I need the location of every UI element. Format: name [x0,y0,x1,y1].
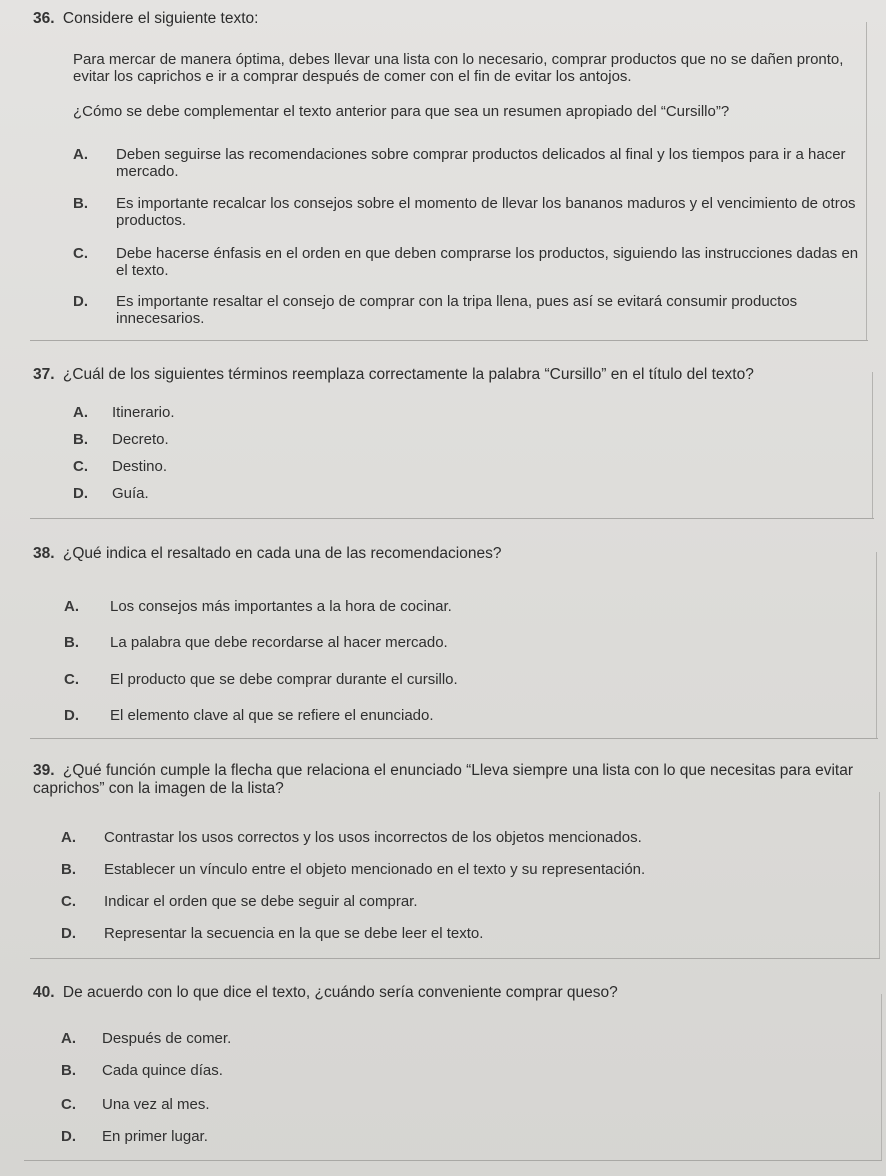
option-text: Cada quince días. [102,1062,223,1079]
option-text: En primer lugar. [102,1128,208,1145]
option-b[interactable] [73,431,862,448]
passage-text: Para mercar de manera óptima, debes llevar una lista con lo necesario, comprar productos que no se dañen pronto, evitar los caprichos e ir a comprar después de comer con el fin de evitar los antojos. [73,51,844,85]
option-a[interactable] [73,404,862,421]
question-header [33,10,866,28]
option-b[interactable] [73,195,862,229]
question-prompt: De acuerdo con lo que dice el texto, ¿cuándo sería conveniente comprar queso? [62,984,618,1001]
option-a[interactable] [61,1030,862,1047]
option-letter: C. [73,458,88,475]
question-text: ¿Cómo se debe complementar el texto anterior para que sea un resumen apropiado del “Cursillo”? [73,103,730,120]
option-letter: D. [61,1128,76,1145]
option-text: Es importante recalcar los consejos sobre el momento de llevar los bananos maduros y el vencimiento de otros productos. [116,195,856,229]
question-number: 40. [33,984,55,1001]
option-letter: B. [73,431,88,448]
section-divider [30,518,874,519]
question-number: 37. [33,366,55,383]
option-d[interactable] [73,293,862,327]
question-prompt: ¿Qué indica el resaltado en cada una de las recomendaciones? [62,545,502,562]
option-c[interactable] [73,245,862,279]
section-divider [24,1160,882,1161]
question-header [33,762,872,798]
option-d[interactable] [61,925,862,942]
option-letter: C. [61,1096,76,1113]
question-prompt: ¿Qué función cumple la flecha que relaciona el enunciado “Lleva siempre una lista con lo que necesitas para evitar caprichos” con la imagen de la lista? [33,762,853,797]
option-text: Representar la secuencia en la que se debe leer el texto. [104,925,484,942]
option-d[interactable] [64,707,862,724]
option-text: Guía. [112,485,149,502]
option-text: Después de comer. [102,1030,232,1047]
question-border [879,792,880,958]
option-b[interactable] [61,861,862,878]
option-a[interactable] [73,146,862,180]
option-letter: A. [73,404,88,421]
question-number: 38. [33,545,55,562]
option-text: La palabra que debe recordarse al hacer mercado. [110,634,448,651]
option-letter: A. [61,829,76,846]
option-text: Contrastar los usos correctos y los usos incorrectos de los objetos mencionados. [104,829,642,846]
option-text: Debe hacerse énfasis en el orden en que deben comprarse los productos, siguiendo las instrucciones dadas en el texto. [116,245,859,279]
option-letter: A. [64,598,79,615]
option-letter: C. [73,245,88,262]
option-text: El elemento clave al que se refiere el enunciado. [110,707,434,724]
option-letter: B. [61,861,76,878]
option-letter: B. [73,195,88,212]
option-a[interactable] [64,598,862,615]
option-a[interactable] [61,829,862,846]
section-divider [30,340,868,341]
option-letter: A. [61,1030,76,1047]
option-c[interactable] [64,671,862,688]
option-text: Indicar el orden que se debe seguir al comprar. [104,893,418,910]
option-text: El producto que se debe comprar durante el cursillo. [110,671,458,688]
option-text: Deben seguirse las recomendaciones sobre comprar productos delicados al final y los tiempos para ir a hacer mercado. [116,146,846,180]
option-letter: B. [61,1062,76,1079]
option-letter: D. [64,707,79,724]
option-text: Una vez al mes. [102,1096,210,1113]
option-text: Destino. [112,458,168,475]
question-header [33,366,866,384]
option-letter: D. [61,925,76,942]
section-divider [30,738,878,739]
question-prompt: Considere el siguiente texto: [62,10,259,27]
section-divider [30,958,880,959]
option-c[interactable] [61,1096,862,1113]
question-border [872,372,873,518]
option-letter: D. [73,293,88,310]
option-text: Decreto. [112,431,169,448]
question-border [876,552,877,738]
question-number: 39. [33,762,55,779]
option-b[interactable] [61,1062,862,1079]
option-c[interactable] [61,893,862,910]
option-b[interactable] [64,634,862,651]
option-letter: C. [64,671,79,688]
option-letter: A. [73,146,88,163]
option-text: Es importante resaltar el consejo de comprar con la tripa llena, pues así se evitará consumir productos innecesarios. [116,293,798,327]
option-d[interactable] [61,1128,862,1145]
question-prompt: ¿Cuál de los siguientes términos reemplaza correctamente la palabra “Cursillo” en el título del texto? [62,366,754,383]
option-text: Itinerario. [112,404,175,421]
option-letter: B. [64,634,79,651]
option-letter: C. [61,893,76,910]
option-text: Los consejos más importantes a la hora de cocinar. [110,598,452,615]
option-letter: D. [73,485,88,502]
question-border [881,994,882,1160]
option-text: Establecer un vínculo entre el objeto mencionado en el texto y su representación. [104,861,646,878]
option-c[interactable] [73,458,862,475]
question-border [866,22,867,340]
question-header [33,545,866,563]
option-d[interactable] [73,485,862,502]
question-header [33,984,866,1002]
question-number: 36. [33,10,55,27]
